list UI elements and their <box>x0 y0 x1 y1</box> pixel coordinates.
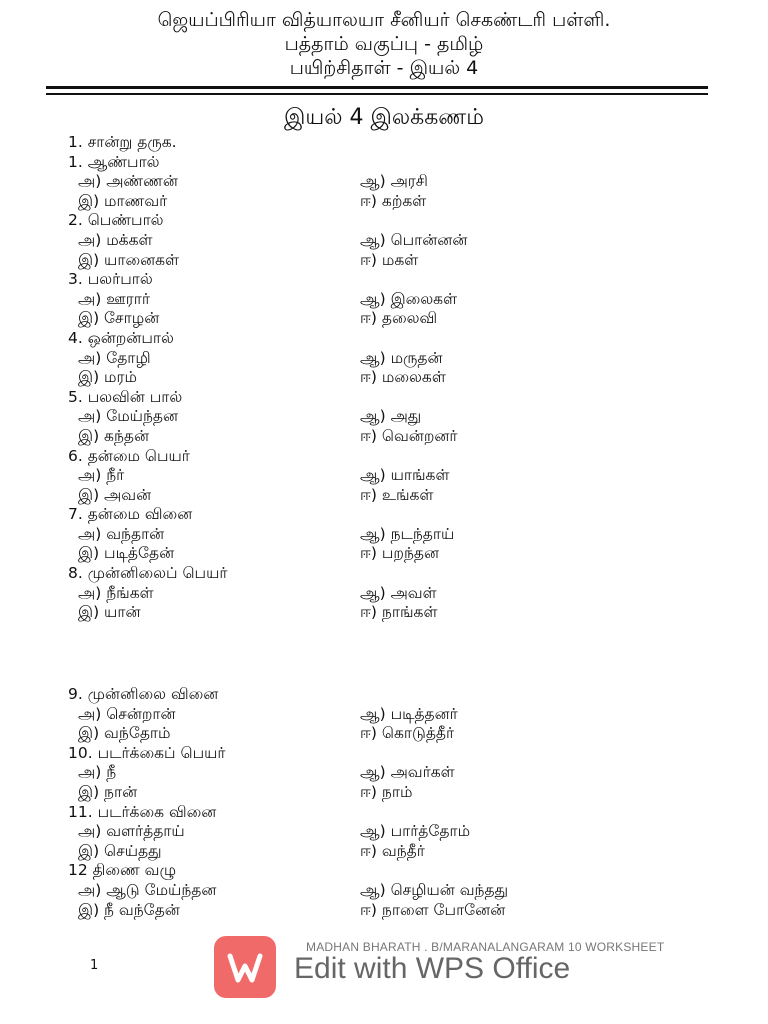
section-title: இயல் 4 இலக்கணம் <box>283 105 484 130</box>
option-row <box>68 724 668 744</box>
page-number: 1 <box>90 958 99 973</box>
question-title: 8. முன்னிலைப் பெயர் <box>68 564 228 583</box>
question-title: 4. ஒன்றன்பால் <box>68 328 174 347</box>
question-title: 5. பலவின் பால் <box>68 387 183 406</box>
option-d: ஈ) மகள் <box>360 250 419 269</box>
option-c: இ) சோழன் <box>78 309 160 328</box>
header-rule-thin <box>46 93 708 95</box>
option-a: அ) வளர்த்தாய் <box>78 822 185 841</box>
option-row <box>68 603 668 623</box>
school-name: ஜெயப்பிரியா வித்யாலயா சீனியர் செகண்டரி பள்ளி. <box>157 9 611 31</box>
option-row <box>68 584 668 604</box>
option-b: ஆ) பார்த்தோம் <box>360 822 471 841</box>
worksheet-author: MADHAN BHARATH . B/MARANALANGARAM 10 WORKSHEET <box>306 940 665 954</box>
questions-block-1 <box>68 133 668 623</box>
option-c: இ) நான் <box>78 782 138 801</box>
option-b: ஆ) பொன்னன் <box>360 230 468 249</box>
option-row <box>68 705 668 725</box>
option-a: அ) அண்ணன் <box>78 172 178 191</box>
option-row <box>68 290 668 310</box>
questions-block-2 <box>68 685 668 920</box>
option-row <box>68 901 668 921</box>
option-d: ஈ) உங்கள் <box>360 485 434 504</box>
option-a: அ) நீ <box>78 763 117 782</box>
option-row <box>68 349 668 369</box>
option-b: ஆ) யாங்கள் <box>360 466 450 485</box>
option-row <box>68 486 668 506</box>
option-row <box>68 544 668 564</box>
question-title: 10. படர்க்கைப் பெயர் <box>68 743 226 762</box>
document-header <box>0 8 768 80</box>
question-title: 12 திணை வழு <box>68 861 177 880</box>
worksheet-name: பயிற்சிதாள் - இயல் 4 <box>289 57 479 79</box>
option-b: ஆ) அரசி <box>360 172 428 191</box>
question-title: 11. படர்க்கை வினை <box>68 802 217 821</box>
wps-logo-icon[interactable] <box>214 936 276 998</box>
option-d: ஈ) வந்தீர் <box>360 841 425 860</box>
class-name: பத்தாம் வகுப்பு - தமிழ் <box>284 33 484 55</box>
option-row <box>68 427 668 447</box>
option-b: ஆ) அது <box>360 407 422 426</box>
option-a: அ) வந்தான் <box>78 524 165 543</box>
option-c: இ) படித்தேன் <box>78 544 175 563</box>
intro-instruction: 1. சான்று தருக. <box>68 133 177 151</box>
option-row <box>68 192 668 212</box>
option-row <box>68 822 668 842</box>
option-a: அ) ஊரார் <box>78 289 150 308</box>
option-d: ஈ) பறந்தன <box>360 544 440 563</box>
option-row <box>68 466 668 486</box>
option-a: அ) மேய்ந்தன <box>78 407 179 426</box>
option-b: ஆ) செழியன் வந்தது <box>360 880 509 899</box>
option-b: ஆ) அவர்கள் <box>360 763 455 782</box>
option-d: ஈ) கற்கள் <box>360 191 427 210</box>
option-row <box>68 251 668 271</box>
option-b: ஆ) மருதன் <box>360 348 443 367</box>
option-d: ஈ) மலைகள் <box>360 368 446 387</box>
header-rule-thick <box>46 86 708 89</box>
option-c: இ) செய்தது <box>78 841 162 860</box>
option-row <box>68 525 668 545</box>
option-a: அ) சென்றான் <box>78 704 176 723</box>
option-row <box>68 783 668 803</box>
option-a: அ) நீங்கள் <box>78 583 154 602</box>
question-title: 3. பலர்பால் <box>68 270 153 289</box>
option-c: இ) யானைகள் <box>78 250 180 269</box>
option-c: இ) யான் <box>78 603 141 622</box>
option-row <box>68 407 668 427</box>
question-title: 9. முன்னிலை வினை <box>68 685 219 703</box>
option-a: அ) தோழி <box>78 348 151 367</box>
question-title: 7. தன்மை வினை <box>68 505 193 524</box>
option-row <box>68 231 668 251</box>
option-d: ஈ) வென்றனர் <box>360 426 458 445</box>
option-b: ஆ) நடந்தாய் <box>360 524 455 543</box>
option-b: ஆ) இலைகள் <box>360 289 458 308</box>
option-a: அ) நீர் <box>78 466 125 485</box>
option-row <box>68 842 668 862</box>
option-b: ஆ) படித்தனர் <box>360 704 458 723</box>
option-a: அ) மக்கள் <box>78 230 153 249</box>
option-c: இ) கந்தன் <box>78 426 150 445</box>
option-c: இ) வந்தோம் <box>78 724 171 743</box>
option-row <box>68 881 668 901</box>
question-title: 1. ஆண்பால் <box>68 152 160 171</box>
option-a: அ) ஆடு மேய்ந்தன <box>78 880 217 899</box>
option-row <box>68 763 668 783</box>
option-c: இ) நீ வந்தேன் <box>78 900 180 919</box>
option-c: இ) மரம் <box>78 368 138 387</box>
option-row <box>68 309 668 329</box>
option-d: ஈ) நாம் <box>360 782 413 801</box>
option-d: ஈ) நாளை போனேன் <box>360 900 506 919</box>
option-row <box>68 172 668 192</box>
option-c: இ) மாணவர் <box>78 191 168 210</box>
edit-with-wps-link[interactable]: Edit with WPS Office <box>294 952 571 985</box>
question-title: 6. தன்மை பெயர் <box>68 446 190 465</box>
option-d: ஈ) நாங்கள் <box>360 603 438 622</box>
option-d: ஈ) தலைவி <box>360 309 438 328</box>
option-c: இ) அவன் <box>78 485 152 504</box>
option-d: ஈ) கொடுத்தீர் <box>360 724 455 743</box>
option-row <box>68 368 668 388</box>
question-title: 2. பெண்பால் <box>68 211 164 230</box>
option-b: ஆ) அவள் <box>360 583 437 602</box>
